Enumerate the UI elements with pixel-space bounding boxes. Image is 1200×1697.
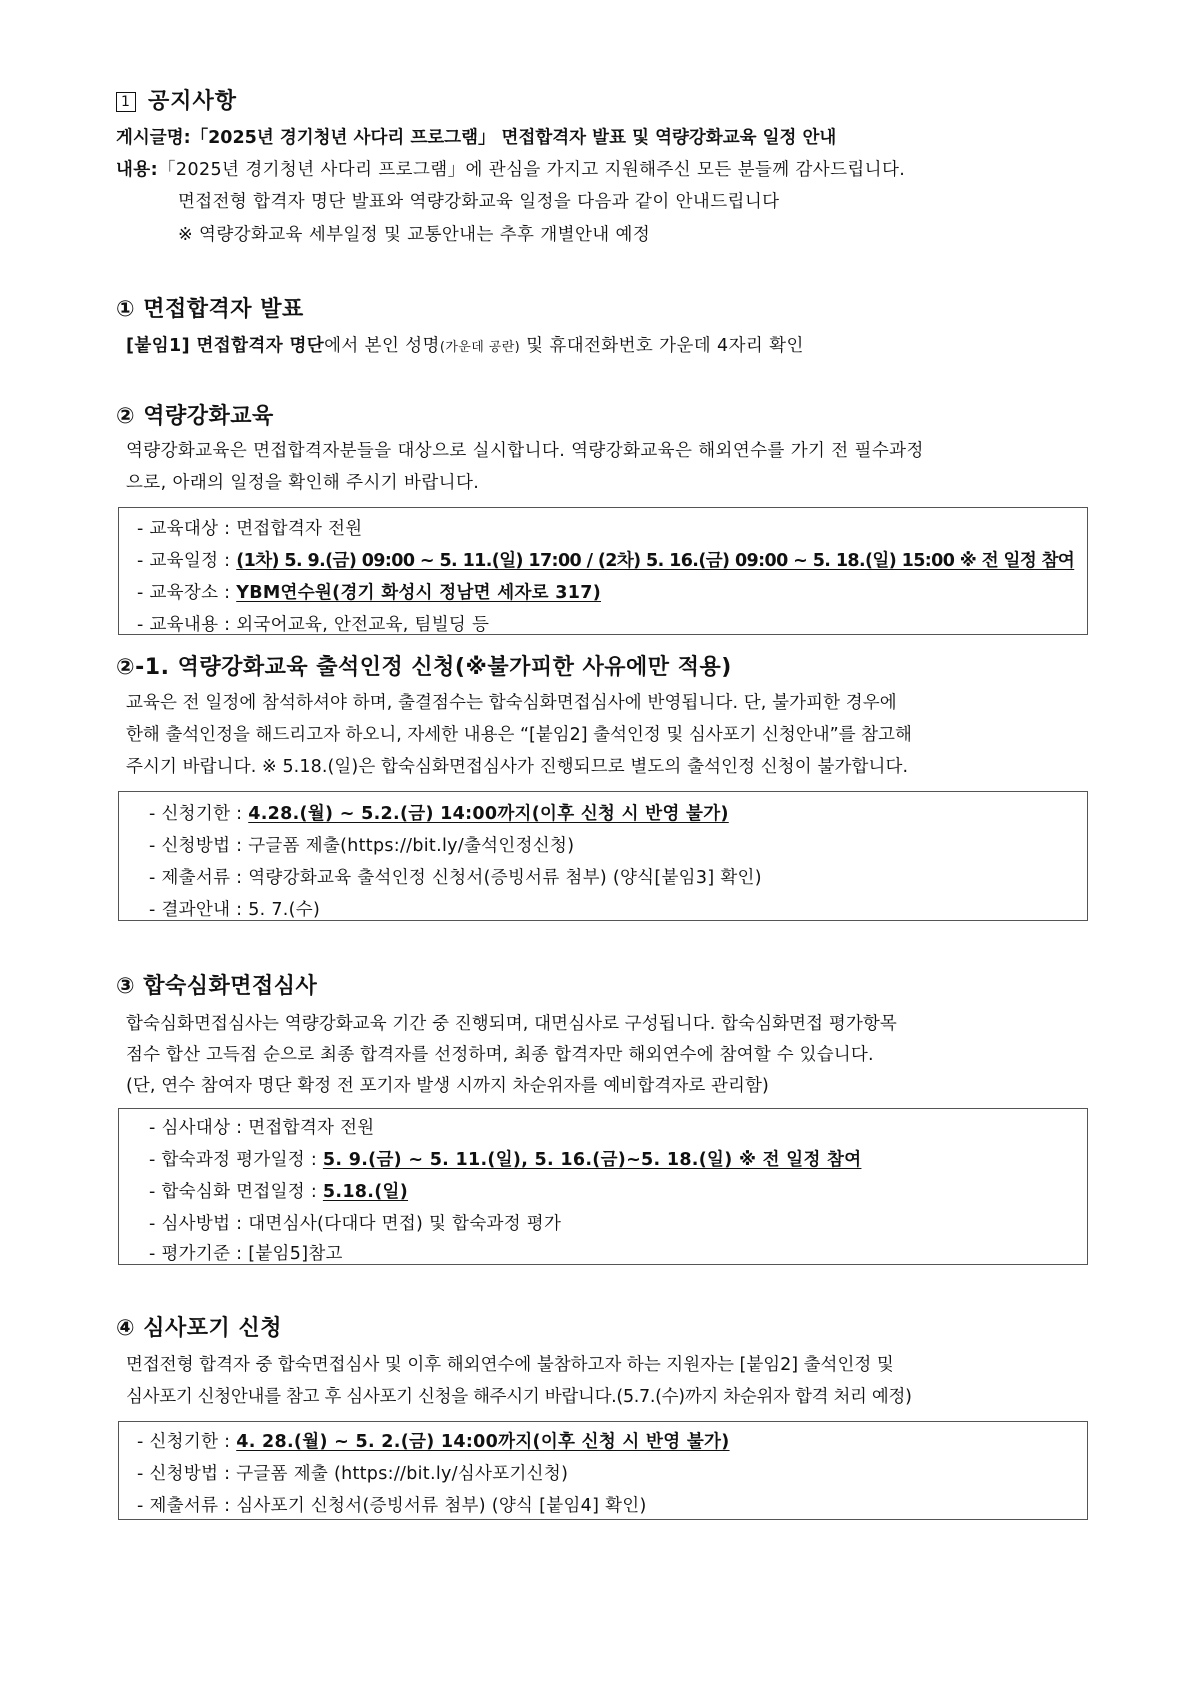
info-row-label: - 심사방법 : <box>149 1214 249 1234</box>
notice-heading <box>116 84 237 115</box>
section-1-text-b: 및 휴대전화번호 가운데 4자리 확인 <box>520 336 804 356</box>
info-row-label: - 교육대상 : <box>137 519 237 539</box>
info-row-label: - 심사대상 : <box>149 1118 249 1138</box>
info-row <box>137 1428 730 1453</box>
section-1-text <box>126 332 804 357</box>
info-row-value: (1차) 5. 9.(금) 09:00 ~ 5. 11.(일) 17:00 / (2차) 5. 16.(금) 09:00 ~ 5. 18.(일) 15:00 ※ 전 일정 참여 <box>236 551 1075 571</box>
info-row-value: 역량강화교육 출석인정 신청서(증빙서류 첨부) (양식[붙임3] 확인) <box>248 868 762 888</box>
info-row-label: - 결과안내 : <box>149 900 249 920</box>
info-row <box>149 1114 375 1139</box>
info-row-value: [붙임5]참고 <box>248 1244 343 1264</box>
info-row <box>149 1146 861 1171</box>
review-info-box <box>118 1108 1088 1265</box>
post-title-text: 「2025년 경기청년 사다리 프로그램」 면접합격자 발표 및 역량강화교육 일정 안내 <box>190 128 837 148</box>
info-row-value: 5. 7.(수) <box>248 900 321 920</box>
info-row-value: 면접합격자 전원 <box>236 519 363 539</box>
info-row <box>137 1460 568 1485</box>
info-row-value: 외국어교육, 안전교육, 팀빌딩 등 <box>236 615 490 635</box>
attendance-info-box <box>118 791 1088 921</box>
info-row <box>149 1178 408 1203</box>
section-3-heading: ③ 합숙심화면접심사 <box>116 974 318 999</box>
info-row-label: - 신청기한 : <box>137 1432 237 1452</box>
info-row-value: 5. 9.(금) ~ 5. 11.(일), 5. 16.(금)~5. 18.(일) ※ 전 일정 참여 <box>322 1150 862 1170</box>
section-2-1-para-2: 한해 출석인정을 해드리고자 하오니, 자세한 내용은 “[붙임2] 출석인정 및 심사포기 신청안내”를 참고해 <box>126 725 912 745</box>
section-1-text-a: 에서 본인 성명 <box>324 336 440 356</box>
info-row-value: 구글폼 제출 (https://bit.ly/심사포기신청) <box>236 1464 569 1484</box>
section-3-para-2: 점수 합산 고득점 순으로 최종 합격자를 선정하며, 최종 합격자만 해외연수에 참여할 수 있습니다. <box>126 1045 874 1065</box>
content-line-1 <box>116 156 905 181</box>
notice-heading-text: 공지사항 <box>148 89 238 114</box>
info-row <box>137 515 363 540</box>
info-row-label: - 평가기준 : <box>149 1244 249 1264</box>
info-row-label: - 제출서류 : <box>149 868 249 888</box>
content-line-2: 면접전형 합격자 명단 발표와 역량강화교육 일정을 다음과 같이 안내드립니다 <box>178 192 780 212</box>
info-row <box>149 864 762 889</box>
info-row-label: - 교육내용 : <box>137 615 237 635</box>
info-row-label: - 교육일정 : <box>137 551 237 571</box>
info-row <box>137 579 601 604</box>
section-2-para-2: 으로, 아래의 일정을 확인해 주시기 바랍니다. <box>126 473 480 493</box>
section-4-heading: ④ 심사포기 신청 <box>116 1316 282 1341</box>
info-row <box>149 896 320 921</box>
info-row <box>137 547 1074 572</box>
info-row-value: 5.18.(일) <box>322 1182 409 1202</box>
education-info-box <box>118 507 1088 635</box>
info-row-value: YBM연수원(경기 화성시 정남면 세자로 317) <box>236 583 602 603</box>
info-row-label: - 교육장소 : <box>137 583 237 603</box>
info-row-label: - 신청방법 : <box>137 1464 237 1484</box>
section-2-1-heading: ②-1. 역량강화교육 출석인정 신청(※불가피한 사유에만 적용) <box>116 655 732 680</box>
info-row-value: 대면심사(다대다 면접) 및 합숙과정 평가 <box>248 1214 562 1234</box>
section-2-heading: ② 역량강화교육 <box>116 404 274 429</box>
section-1-small-note: (가운데 공란) <box>439 340 521 355</box>
info-row <box>149 1210 561 1235</box>
section-4-para-2: 심사포기 신청안내를 참고 후 심사포기 신청을 해주시기 바랍니다.(5.7.(수)까지 차순위자 합격 처리 예정) <box>126 1387 912 1407</box>
info-row-label: - 제출서류 : <box>137 1496 237 1516</box>
info-row-value: 심사포기 신청서(증빙서류 첨부) (양식 [붙임4] 확인) <box>236 1496 647 1516</box>
info-row <box>149 1240 343 1265</box>
info-row <box>137 611 489 636</box>
info-row-label: - 신청방법 : <box>149 836 249 856</box>
section-2-1-para-1: 교육은 전 일정에 참석하셔야 하며, 출결점수는 합숙심화면접심사에 반영됩니다. 단, 불가피한 경우에 <box>126 693 897 713</box>
withdrawal-info-box <box>118 1421 1088 1520</box>
section-1-heading: ① 면접합격자 발표 <box>116 297 304 322</box>
section-3-para-3: (단, 연수 참여자 명단 확정 전 포기자 발생 시까지 차순위자를 예비합격자로 관리함) <box>126 1076 769 1096</box>
info-row-label: - 합숙심화 면접일정 : <box>149 1182 323 1202</box>
info-row-value: 4. 28.(월) ~ 5. 2.(금) 14:00까지(이후 신청 시 반영 불가) <box>236 1432 730 1452</box>
info-row-label: - 합숙과정 평가일정 : <box>149 1150 323 1170</box>
info-row <box>137 1492 647 1517</box>
info-row-value: 4.28.(월) ~ 5.2.(금) 14:00까지(이후 신청 시 반영 불가) <box>248 804 729 824</box>
info-row <box>149 800 729 825</box>
section-3-para-1: 합숙심화면접심사는 역량강화교육 기간 중 진행되며, 대면심사로 구성됩니다. 합숙심화면접 평가항목 <box>126 1014 897 1034</box>
info-row <box>149 832 574 857</box>
info-row-value: 면접합격자 전원 <box>248 1118 375 1138</box>
section-2-para-1: 역량강화교육은 면접합격자분들을 대상으로 실시합니다. 역량강화교육은 해외연수를 가기 전 필수과정 <box>126 441 924 461</box>
info-row-label: - 신청기한 : <box>149 804 249 824</box>
attachment-1-ref: [붙임1] 면접합격자 명단 <box>126 336 325 356</box>
post-title-line <box>116 124 836 149</box>
content-text-1: 「2025년 경기청년 사다리 프로그램」에 관심을 가지고 지원해주신 모든 분들께 감사드립니다. <box>158 160 906 180</box>
numbered-box-icon: 1 <box>116 92 136 112</box>
info-row-value: 구글폼 제출(https://bit.ly/출석인정신청) <box>248 836 575 856</box>
content-line-3: ※ 역량강화교육 세부일정 및 교통안내는 추후 개별안내 예정 <box>178 225 651 245</box>
section-2-1-para-3: 주시기 바랍니다. ※ 5.18.(일)은 합숙심화면접심사가 진행되므로 별도의 출석인정 신청이 불가합니다. <box>126 757 909 777</box>
content-label: 내용: <box>116 160 159 180</box>
section-4-para-1: 면접전형 합격자 중 합숙면접심사 및 이후 해외연수에 불참하고자 하는 지원자는 [붙임2] 출석인정 및 <box>126 1355 894 1375</box>
post-title-label: 게시글명: <box>116 128 191 148</box>
